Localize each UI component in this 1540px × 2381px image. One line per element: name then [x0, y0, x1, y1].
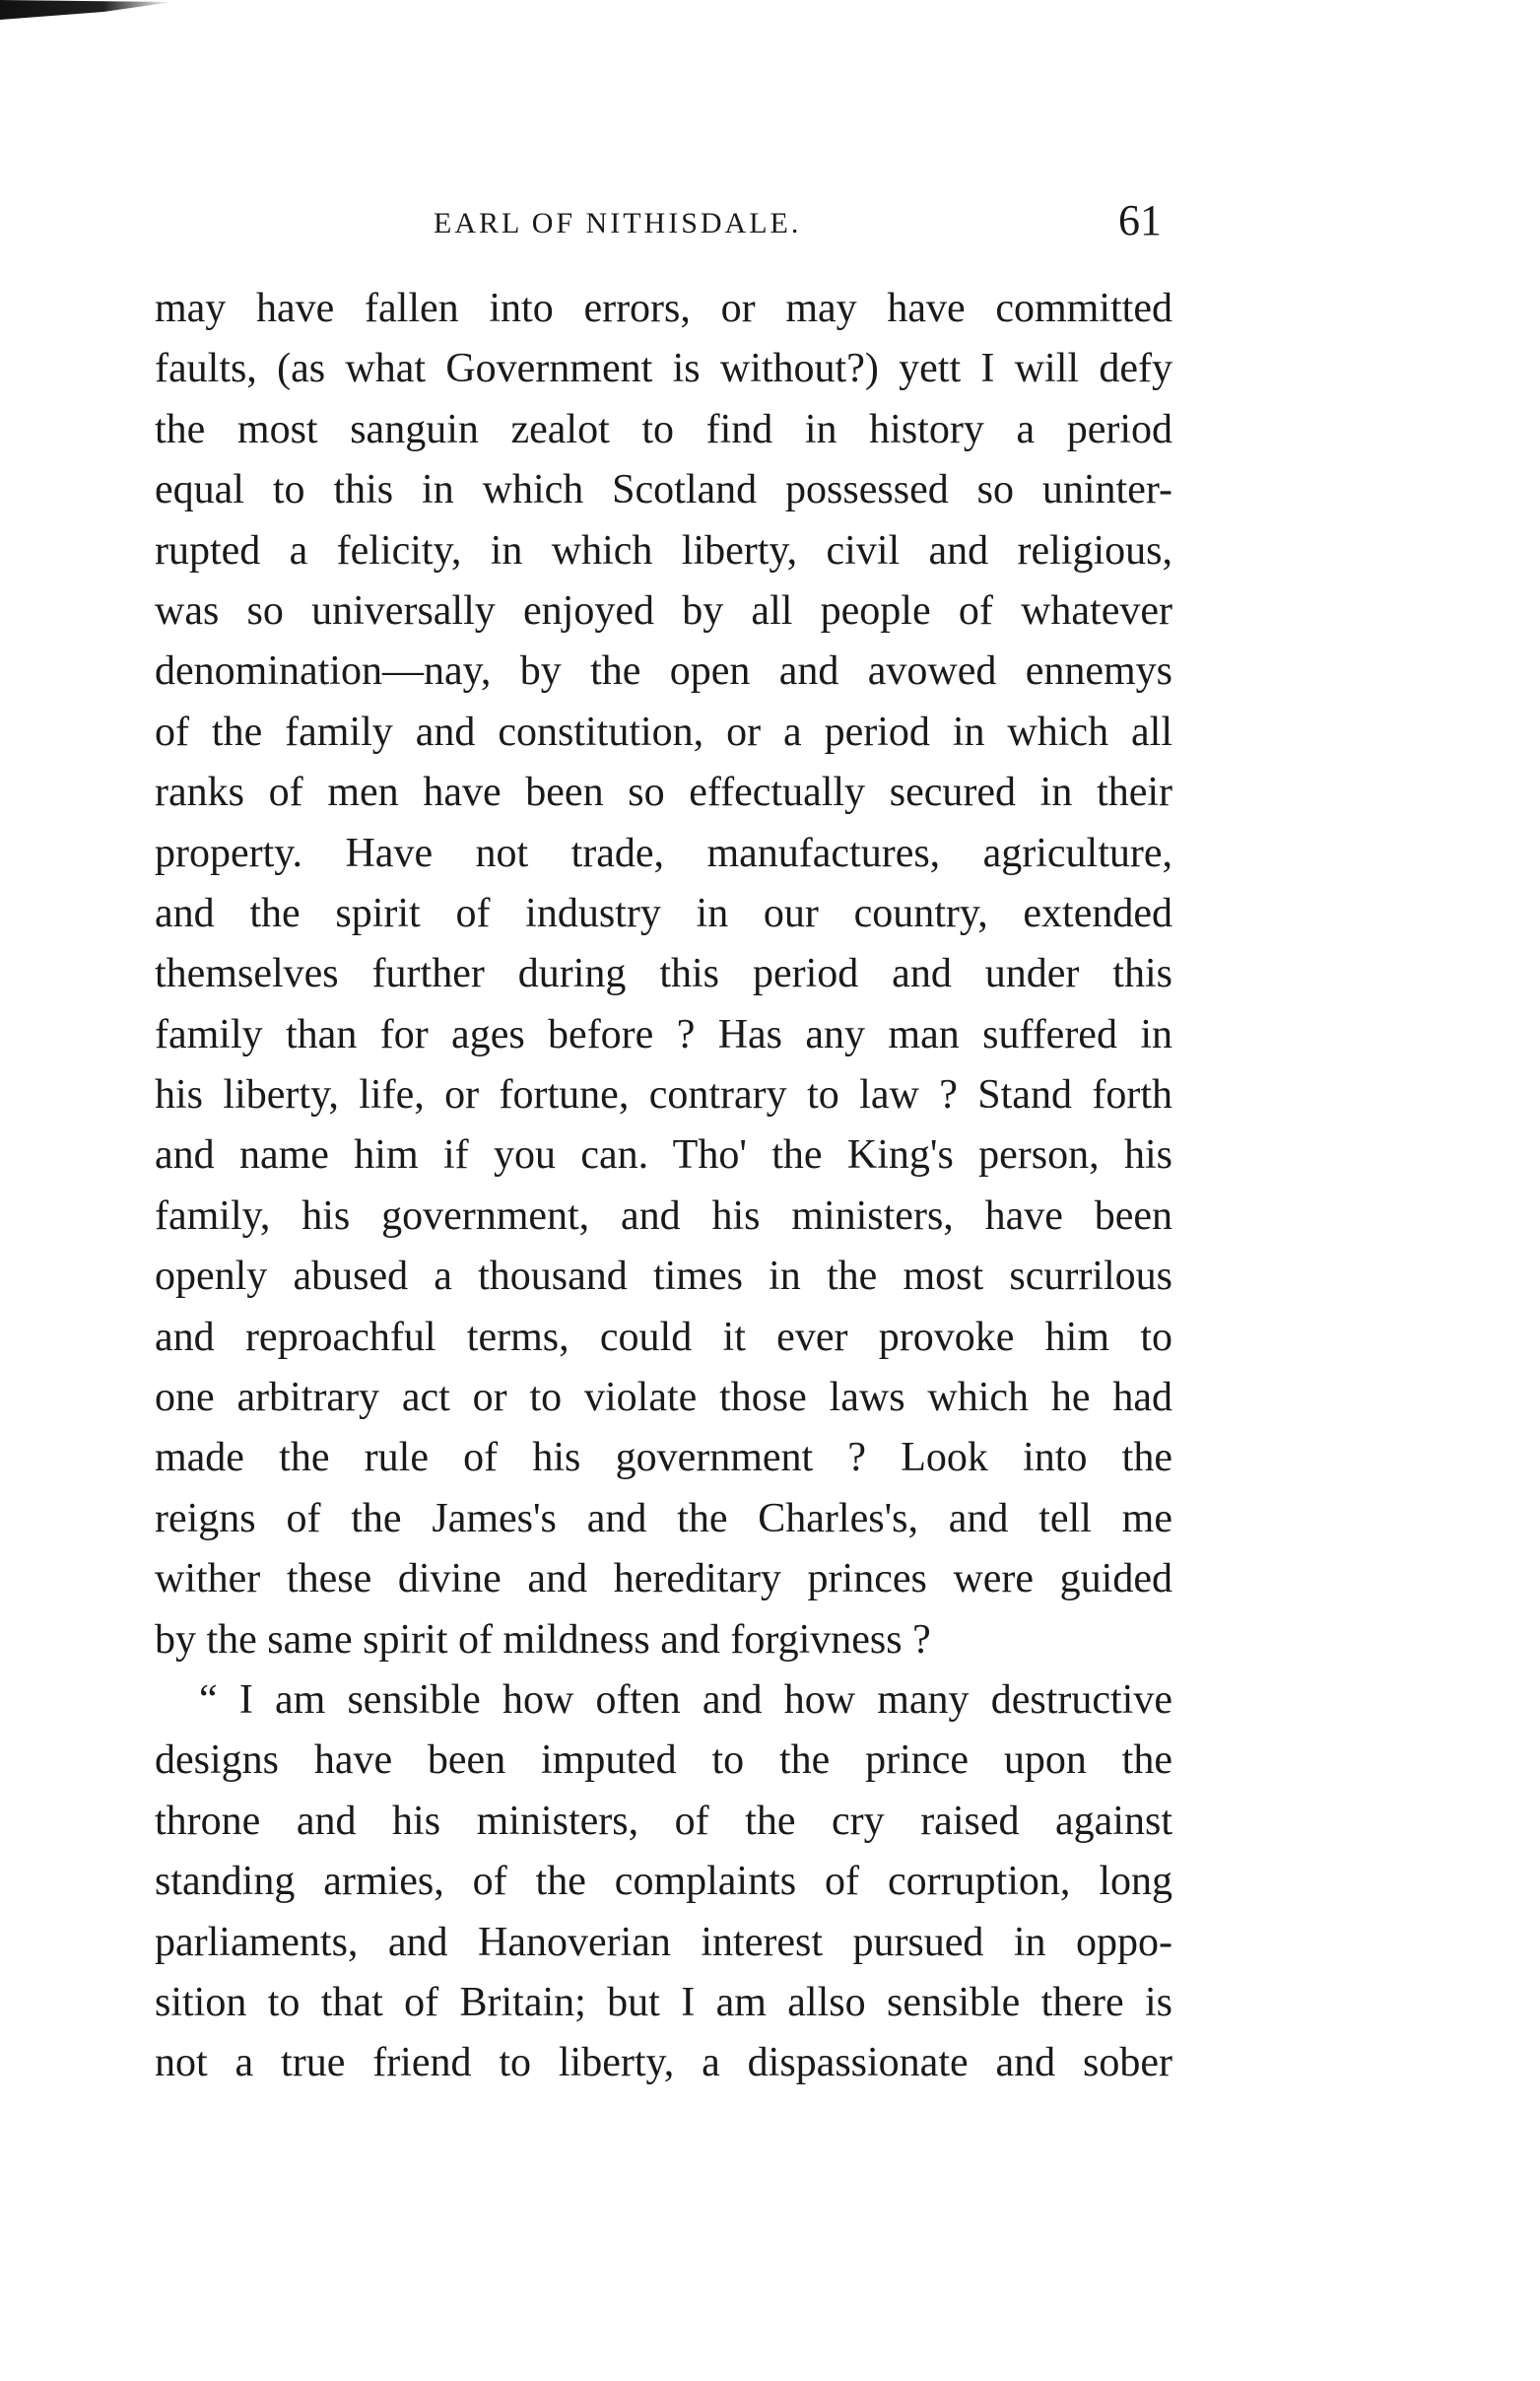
text-line: not a true friend to liberty, a dispassionate and sober — [155, 2040, 1172, 2086]
text-line: designs have been imputed to the prince upon the — [155, 1737, 1172, 1784]
text-line: and name him if you can. Tho' the King's person, his — [155, 1132, 1172, 1179]
text-line: family than for ages before ? Has any man suffered in — [155, 1011, 1172, 1057]
text-line: by the same spirit of mildness and forgivness ? — [155, 1616, 931, 1663]
text-line: family, his government, and his ministers, have been — [155, 1192, 1172, 1239]
text-line: rupted a felicity, in which liberty, civil and religious, — [155, 527, 1172, 574]
scan-smear-mark — [0, 0, 172, 20]
text-line: was so universally enjoyed by all people of whatever — [155, 587, 1172, 634]
text-line: “ I am sensible how often and how many destructive — [199, 1676, 1172, 1723]
text-line: of the family and constitution, or a period in which all — [155, 709, 1172, 755]
page-number: 61 — [1118, 196, 1162, 244]
text-line: his liberty, life, or fortune, contrary to law ? Stand forth — [155, 1072, 1172, 1119]
text-line: and the spirit of industry in our country, extended — [155, 890, 1172, 936]
text-line: denomination—nay, by the open and avowed ennemys — [155, 648, 1172, 695]
running-title: EARL OF NITHISDALE. — [434, 207, 802, 239]
text-line: property. Have not trade, manufactures, agriculture, — [155, 830, 1172, 876]
text-line: ranks of men have been so effectually secured in their — [155, 770, 1172, 816]
text-line: parliaments, and Hanoverian interest pursued in oppo- — [155, 1919, 1172, 1965]
text-line: standing armies, of the complaints of corruption, long — [155, 1859, 1172, 1905]
text-line: openly abused a thousand times in the most scurrilous — [155, 1254, 1172, 1300]
text-line: faults, (as what Government is without?) yett I will defy — [155, 346, 1172, 392]
text-line: themselves further during this period and under this — [155, 951, 1172, 997]
text-line: made the rule of his government ? Look into the — [155, 1435, 1172, 1481]
paragraph-2 — [155, 1670, 1172, 2094]
text-line: the most sanguin zealot to find in history a period — [155, 406, 1172, 452]
text-line: equal to this in which Scotland possessed so uninter- — [155, 467, 1172, 513]
text-line: and reproachful terms, could it ever provoke him to — [155, 1314, 1172, 1360]
body-text — [155, 279, 1172, 2094]
text-line: reigns of the James's and the Charles's, and tell me — [155, 1495, 1172, 1541]
text-line: one arbitrary act or to violate those laws which he had — [155, 1375, 1172, 1421]
paragraph-1 — [155, 279, 1172, 1670]
text-line: sition to that of Britain; but I am allso sensible there is — [155, 1979, 1172, 2025]
text-line: throne and his ministers, of the cry raised against — [155, 1798, 1172, 1844]
text-line: may have fallen into errors, or may have committed — [155, 286, 1172, 331]
text-line: wither these divine and hereditary princes were guided — [155, 1556, 1172, 1602]
